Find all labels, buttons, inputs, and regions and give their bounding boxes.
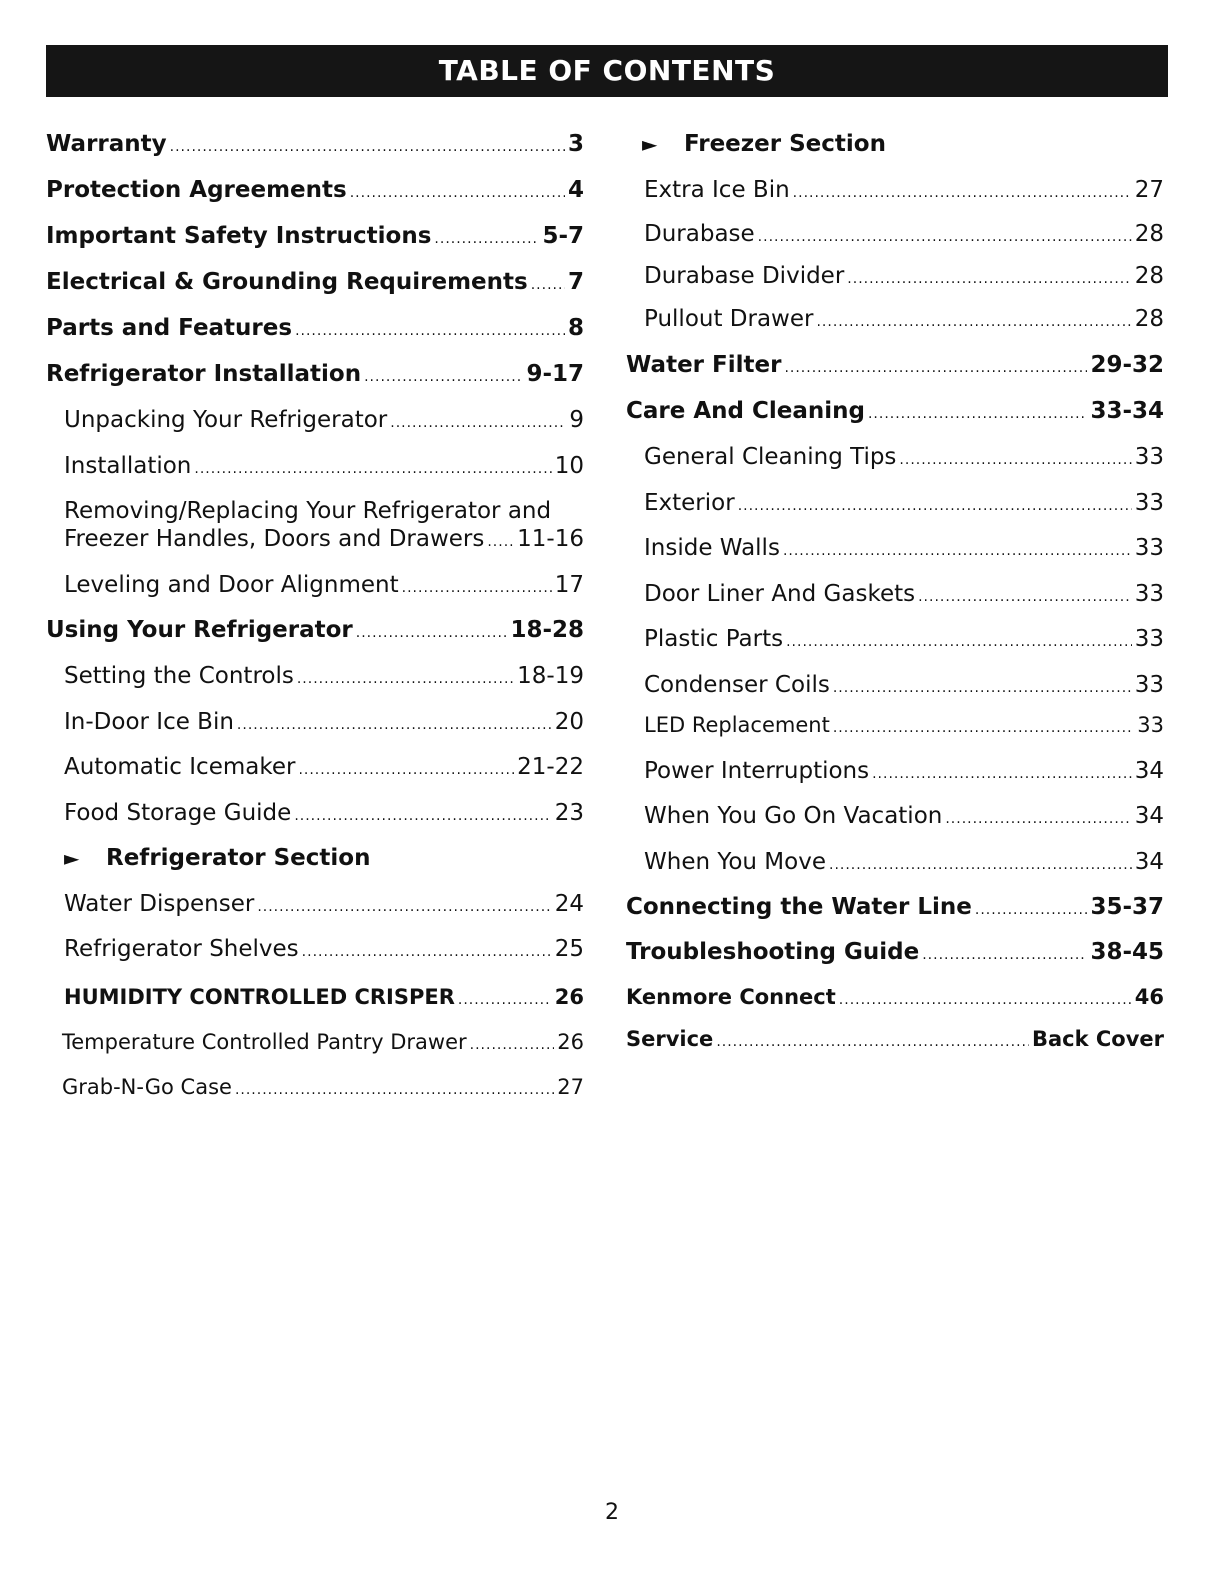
toc-page: 28 [1134,263,1164,289]
toc-entry-exterior[interactable] [626,489,1164,520]
leader-dots [531,271,565,299]
toc-heading-refrigerator-section [46,844,584,872]
toc-entry-vacation[interactable] [626,802,1164,833]
toc-label: Important Safety Instructions [46,223,432,249]
toc-label: Refrigerator Installation [46,361,362,387]
toc-label: Protection Agreements [46,177,347,203]
leader-dots [783,537,1132,565]
leader-dots [294,802,551,830]
leader-dots [829,851,1132,879]
leader-dots [257,893,551,921]
leader-dots [847,265,1131,293]
toc-page: 9 [569,407,584,433]
toc-label: Water Filter [626,352,782,378]
toc-entry-water-line[interactable] [626,893,1164,924]
toc-entry-extra-ice-bin[interactable] [626,176,1164,207]
toc-label: Inside Walls [644,535,780,561]
toc-page: 33 [1134,490,1164,516]
toc-entry-leveling[interactable] [46,571,584,602]
toc-page: 33 [1134,581,1164,607]
toc-page: 34 [1134,803,1164,829]
toc-label: Condenser Coils [644,672,830,698]
toc-page: 20 [554,709,584,735]
toc-label: Temperature Controlled Pantry Drawer [62,1030,467,1054]
toc-label: Kenmore Connect [626,985,836,1009]
toc-entry-warranty[interactable] [46,130,584,161]
toc-label: Pullout Drawer [644,306,814,332]
toc-label: Plastic Parts [644,626,784,652]
toc-entry-power[interactable] [626,757,1164,788]
toc-entry-pullout[interactable] [626,305,1164,336]
toc-entry-installation[interactable] [46,452,584,483]
toc-label: Durabase [644,221,755,247]
leader-dots [899,446,1131,474]
toc-label: Power Interruptions [644,758,870,784]
toc-page: 33 [1134,535,1164,561]
toc-entry-crisper[interactable] [46,983,584,1014]
toc-page: 8 [567,315,584,341]
toc-heading-label: Freezer Section [684,131,886,157]
leader-dots [716,1028,1029,1056]
toc-page: 4 [567,177,584,203]
toc-page: 33-34 [1090,398,1164,424]
toc-heading-freezer-section [626,130,1164,158]
toc-page: 33 [1137,713,1164,737]
leader-dots [170,133,565,161]
toc-page: 3 [567,131,584,157]
toc-label: In-Door Ice Bin [64,709,234,735]
page-number: 2 [605,1500,619,1525]
toc-label: Using Your Refrigerator [46,617,353,643]
toc-entry-general-tips[interactable] [626,443,1164,474]
toc-heading-label: Refrigerator Section [106,845,371,871]
toc-page: 28 [1134,306,1164,332]
toc-entry-kenmore-connect[interactable] [626,983,1164,1014]
toc-entry-installation-section[interactable] [46,360,584,391]
leader-dots [872,760,1132,788]
toc-page: 18-19 [517,663,584,689]
toc-entry-water-dispenser[interactable] [46,890,584,921]
toc-entry-led[interactable] [626,711,1164,742]
toc-entry-removing[interactable] [46,497,584,556]
toc-page: 5-7 [542,223,584,249]
leader-dots [786,628,1132,656]
toc-label: Connecting the Water Line [626,894,972,920]
toc-page: 27 [1134,177,1164,203]
toc-label: Care And Cleaning [626,398,865,424]
toc-entry-service[interactable] [626,1025,1164,1056]
leader-dots [194,455,551,483]
toc-label: Extra Ice Bin [644,177,790,203]
leader-dots [975,896,1088,924]
toc-label: Water Dispenser [64,891,255,917]
toc-label: Troubleshooting Guide [626,939,920,965]
toc-entry-ice-bin[interactable] [46,708,584,739]
toc-entry-care[interactable] [626,397,1164,428]
toc-entry-durabase-divider[interactable] [626,262,1164,293]
arrow-right-icon: ► [642,132,658,156]
leader-dots [784,354,1087,382]
toc-entry-controls[interactable] [46,662,584,693]
toc-entry-shelves[interactable] [46,935,584,966]
toc-label: Exterior [644,490,735,516]
leader-dots [833,674,1132,702]
leader-dots [945,805,1131,833]
toc-page: 18-28 [510,617,584,643]
toc-page: 24 [554,891,584,917]
toc-entry-food-storage[interactable] [46,799,584,830]
toc-page: 11-16 [517,526,584,552]
toc-entry-parts[interactable] [46,314,584,345]
leader-dots [402,574,552,602]
leader-dots [816,308,1131,336]
toc-label: Setting the Controls [64,663,294,689]
toc-page: 9-17 [526,361,584,387]
toc-entry-electrical[interactable] [46,268,584,299]
leader-dots [297,665,514,693]
toc-page: 38-45 [1090,939,1164,965]
toc-page: 23 [554,800,584,826]
toc-page: 26 [554,985,584,1009]
toc-entry-water-filter[interactable] [626,351,1164,382]
toc-label: Door Liner And Gaskets [644,581,916,607]
toc-page: 29-32 [1090,352,1164,378]
toc-page: 33 [1134,626,1164,652]
toc-label: Installation [64,453,192,479]
arrow-right-icon: ► [64,846,80,870]
toc-label: Electrical & Grounding Requirements [46,269,528,295]
toc-entry-condenser[interactable] [626,671,1164,702]
toc-page: 21-22 [517,754,584,780]
leader-dots [235,1076,554,1104]
leader-dots [356,619,508,647]
toc-entry-unpacking[interactable] [46,406,584,437]
toc-label: When You Go On Vacation [644,803,943,829]
toc-entry-icemaker[interactable] [46,753,584,784]
toc-page: 34 [1134,849,1164,875]
toc-page: Back Cover [1031,1027,1164,1051]
leader-dots [470,1031,555,1059]
toc-label: Parts and Features [46,315,293,341]
toc-label: Unpacking Your Refrigerator [64,407,388,433]
page-title: TABLE OF CONTENTS [46,45,1168,97]
leader-dots [390,409,566,437]
toc-entry-plastic-parts[interactable] [626,625,1164,656]
toc-page: 28 [1134,221,1164,247]
toc-label: Food Storage Guide [64,800,292,826]
toc-page: 17 [554,572,584,598]
toc-label: Leveling and Door Alignment [64,572,399,598]
toc-label: Grab-N-Go Case [62,1075,232,1099]
leader-dots [458,986,552,1014]
toc-label: Refrigerator Shelves [64,936,299,962]
toc-page: 46 [1134,985,1164,1009]
toc-label: Automatic Icemaker [64,754,296,780]
toc-entry-troubleshooting[interactable] [626,938,1164,969]
leader-dots [839,986,1132,1014]
leader-dots [793,179,1132,207]
leader-dots [868,400,1087,428]
toc-page: 7 [567,269,584,295]
leader-dots [922,941,1087,969]
toc-label: Durabase Divider [644,263,845,289]
toc-entry-grab-n-go[interactable] [46,1073,584,1104]
toc-entry-safety[interactable] [46,222,584,253]
leader-dots [487,528,514,556]
toc-label-line2: Freezer Handles, Doors and Drawers [64,526,485,552]
toc-label: Warranty [46,131,167,157]
toc-label-line1: Removing/Replacing Your Refrigerator and [64,498,552,524]
toc-entry-inside-walls[interactable] [626,534,1164,565]
toc-entry-using[interactable] [46,616,584,647]
leader-dots [298,756,514,784]
leader-dots [833,714,1134,742]
toc-page: 26 [557,1030,584,1054]
leader-dots [758,223,1132,251]
leader-dots [237,711,552,739]
toc-label: When You Move [644,849,826,875]
toc-label: LED Replacement [644,713,830,737]
toc-page: 27 [557,1075,584,1099]
toc-label: Service [626,1027,714,1051]
leader-dots [434,225,539,253]
leader-dots [350,179,565,207]
toc-page: 35-37 [1090,894,1164,920]
leader-dots [302,938,552,966]
leader-dots [295,317,565,345]
toc-page: 34 [1134,758,1164,784]
toc-entry-durabase[interactable] [626,220,1164,251]
leader-dots [738,492,1132,520]
toc-entry-move[interactable] [626,848,1164,879]
toc-page: 33 [1134,672,1164,698]
toc-entry-pantry[interactable] [46,1028,584,1059]
leader-dots [364,363,523,391]
toc-page: 33 [1134,444,1164,470]
leader-dots [918,583,1132,611]
toc-entry-protection[interactable] [46,176,584,207]
toc-page: 25 [554,936,584,962]
toc-page: 10 [554,453,584,479]
toc-label: HUMIDITY CONTROLLED CRISPER [64,985,455,1009]
toc-label: General Cleaning Tips [644,444,897,470]
toc-entry-door-liner[interactable] [626,580,1164,611]
